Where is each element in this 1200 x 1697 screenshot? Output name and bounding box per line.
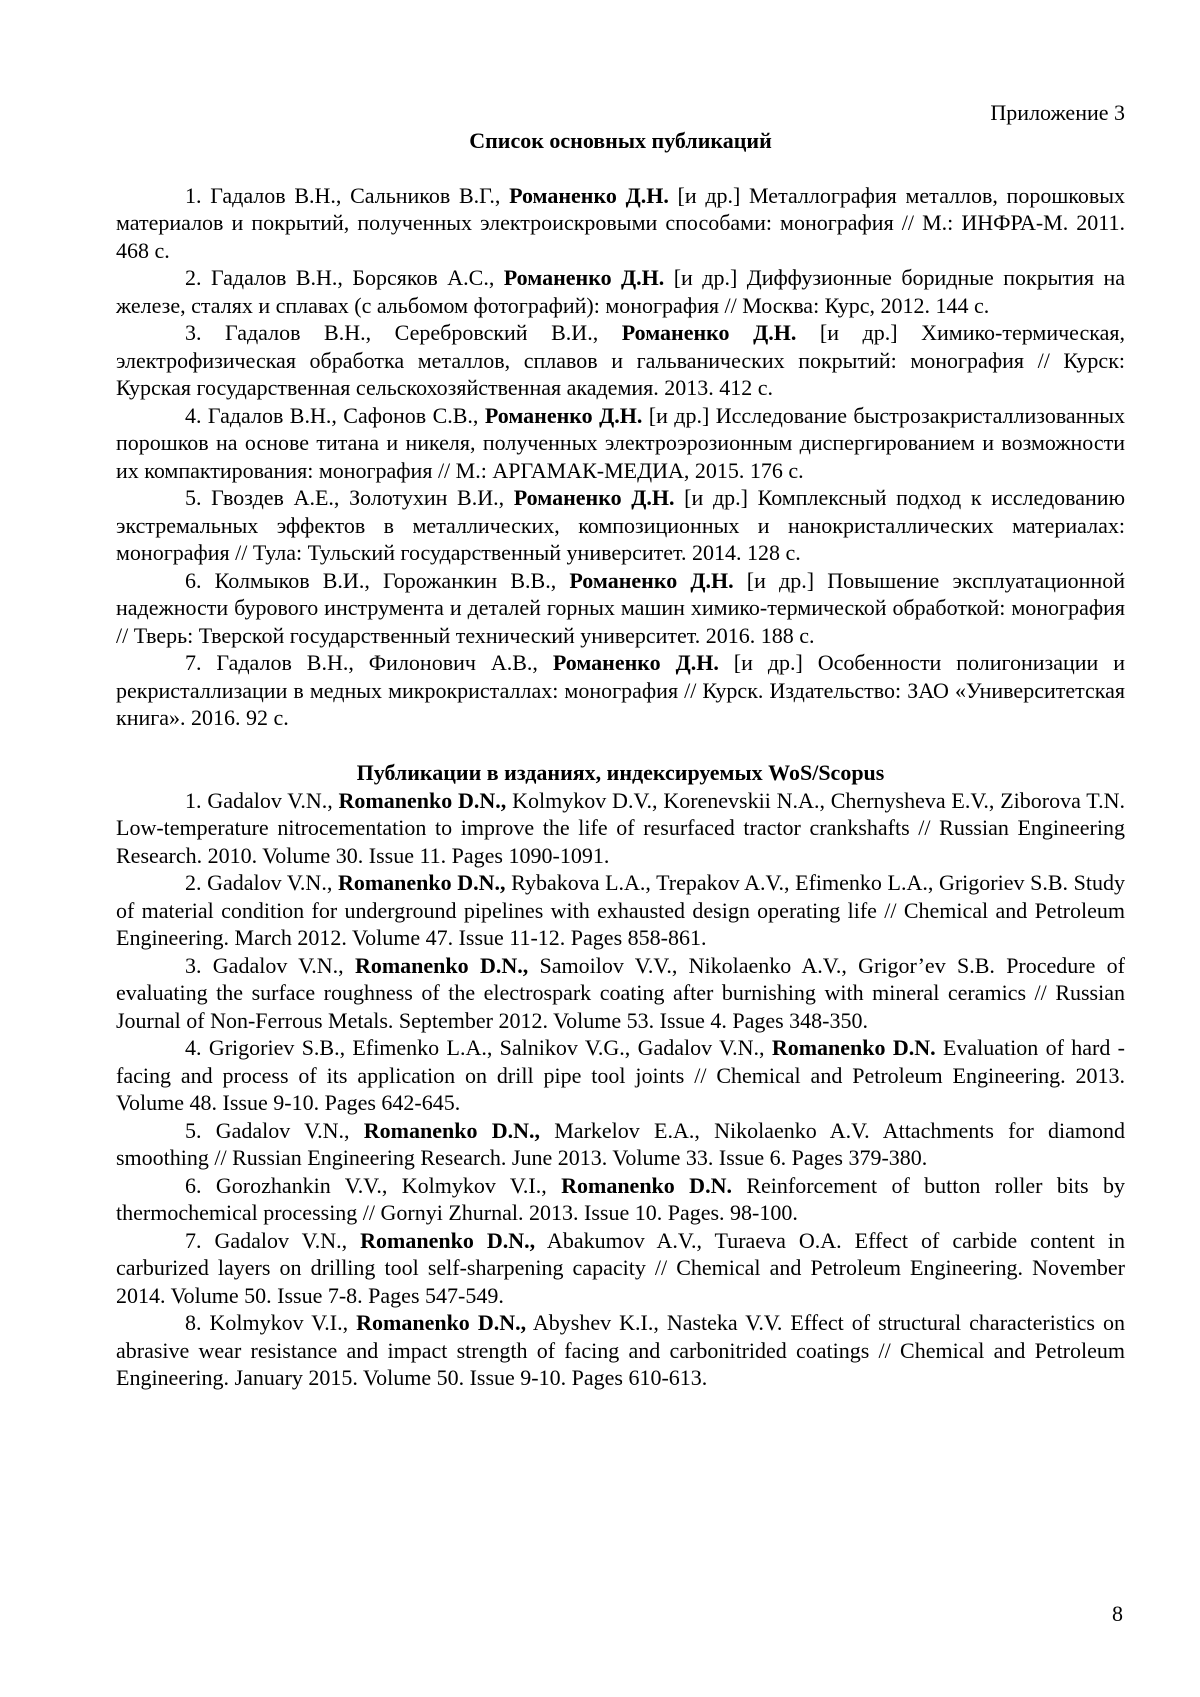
text-run: 7. Gadalov V.N., <box>185 1227 361 1253</box>
text-run: 6. Gorozhankin V.V., Kolmykov V.I., <box>185 1172 562 1198</box>
text-run: 4. Grigoriev S.B., Efimenko L.A., Salnikov V.G., Gadalov V.N., <box>185 1035 772 1060</box>
annex-label: Приложение 3 <box>990 100 1125 125</box>
text-run: [и др.] Диффузионные боридные покрытия на железе, сталях и сплавах (с альбомом фотографий): монография // Москва: Курс, 2012. 144 с. <box>116 265 1125 318</box>
publication-item <box>116 484 1125 567</box>
publication-item <box>116 787 1125 870</box>
publication-item <box>116 402 1125 485</box>
publication-item <box>116 649 1125 732</box>
text-run: 3. Gadalov V.N., <box>185 952 355 978</box>
publication-item <box>116 567 1125 650</box>
highlighted-author: Romanenko D.N., <box>356 1310 527 1335</box>
text-run: Reinforcement of button roller bits by thermochemical processing // Gornyi Zhurnal. 2013. Issue 10. Pages. 98-100. <box>116 1172 1126 1225</box>
text-run: [и др.] Исследование быстрозакристаллизованных порошков на основе титана и никеля, полученных электроэрозионным диспергированием и возможности их компактирования: монография // М.: АРГАМАК-МЕДИА, 2015. 176 с. <box>116 402 1126 483</box>
publication-item <box>116 1117 1125 1172</box>
text-run: Kolmykov D.V., Korenevskii N.A., Chernysheva E.V., Ziborova T.N. Low-temperature nitrocementation to improve the life of resurfaced tractor crankshafts // Russian Engineering Research. 2010. Volume 30. Issue 11. Pages 1090-1091. <box>116 787 1125 868</box>
highlighted-author: Romanenko D.N., <box>363 1117 540 1143</box>
text-run: 5. Гвоздев А.Е., Золотухин В.И., <box>185 485 514 510</box>
text-run: Abyshev K.I., Nasteka V.V. Effect of structural characteristics on abrasive wear resistance and impact strength of facing and carbonitrided coatings // Chemical and Petroleum Engineering. January 2015. Volume 50. Issue 9-10. Pages 610-613. <box>116 1310 1125 1390</box>
text-run: 1. Гадалов В.Н., Сальников В.Г., <box>185 182 510 208</box>
text-run: Evaluation of hard - facing and process of its application on drill pipe tool joints // Chemical and Petroleum Engineering. 2013. Volume 48. Issue 9-10. Pages 642-645. <box>116 1035 1125 1115</box>
publication-item <box>116 1172 1125 1227</box>
publication-item <box>116 182 1125 265</box>
text-run: [и др.] Комплексный подход к исследованию экстремальных эффектов в металлических, композиционных и нанокристаллических материалах: монография // Тула: Тульский государственный университет. 2014. 128 с. <box>116 485 1126 565</box>
wos-section-title: Публикации в изданиях, индексируемых WoS/Scopus <box>356 760 885 785</box>
text-run: 7. Гадалов В.Н., Филонович А.В., <box>185 650 553 675</box>
highlighted-author: Романенко Д.Н. <box>569 567 734 593</box>
publication-item <box>116 869 1125 952</box>
highlighted-author: Романенко Д.Н. <box>552 650 719 675</box>
publication-item <box>116 952 1125 1035</box>
text-run: [и др.] Особенности полигонизации и рекристаллизации в медных микрокристаллах: монография // Курск. Издательство: ЗАО «Университетская книга». 2016. 92 с. <box>116 650 1125 730</box>
text-run: 8. Kolmykov V.I., <box>185 1310 357 1335</box>
russian-publications-list <box>116 182 1125 732</box>
page-title: Список основных публикаций <box>469 127 772 153</box>
publication-item <box>116 1227 1125 1310</box>
text-run: 2. Гадалов В.Н., Борсяков А.С., <box>185 265 504 290</box>
highlighted-author: Romanenko D.N., <box>337 870 506 895</box>
text-run: Samoilov V.V., Nikolaenko A.V., Grigor’ev S.B. Procedure of evaluating the surface roughness of the electrospark coating after burnishing with mineral ceramics // Russian Journal of Non-Ferrous Metals. September 2012. Volume 53. Issue 4. Pages 348-350. <box>116 952 1125 1033</box>
text-run: 1. Gadalov V.N., <box>185 787 339 813</box>
wos-publications-list <box>116 787 1125 1392</box>
highlighted-author: Romanenko D.N., <box>338 787 507 813</box>
highlighted-author: Романенко Д.Н. <box>513 485 675 510</box>
text-run: 2. Gadalov V.N., <box>185 870 338 895</box>
text-run: [и др.] Химико-термическая, электрофизическая обработка металлов, сплавов и гальванических покрытий: монография // Курск: Курская государственная сельскохозяйственная академия. 2013. 412 с. <box>116 320 1126 400</box>
page-number: 8 <box>1112 1600 1123 1626</box>
publication-item <box>116 319 1125 402</box>
highlighted-author: Романенко Д.Н. <box>509 182 669 208</box>
text-run: 5. Gadalov V.N., <box>185 1117 364 1143</box>
highlighted-author: Романенко Д.Н. <box>484 402 643 428</box>
text-run: 4. Гадалов В.Н., Сафонов С.В., <box>185 402 485 428</box>
text-run: Markelov E.A., Nikolaenko A.V. Attachments for diamond smoothing // Russian Engineering Research. June 2013. Volume 33. Issue 6. Pages 379-380. <box>116 1117 1126 1170</box>
publication-item <box>116 1309 1125 1392</box>
text-run: Rybakova L.A., Trepakov A.V., Efimenko L.A., Grigoriev S.B. Study of material condition for underground pipelines with exhausted design operating life // Chemical and Petroleum Engineering. March 2012. Volume 47. Issue 11-12. Pages 858-861. <box>116 870 1125 950</box>
text-run: [и др.] Повышение эксплуатационной надежности бурового инструмента и деталей горных машин химико-термической обработкой: монография // Тверь: Тверской государственный технический университет. 2016. 188 с. <box>116 567 1125 648</box>
publication-item <box>116 264 1125 319</box>
highlighted-author: Romanenko D.N., <box>360 1227 536 1253</box>
highlighted-author: Романенко Д.Н. <box>621 320 797 345</box>
highlighted-author: Романенко Д.Н. <box>503 265 665 290</box>
text-run: 3. Гадалов В.Н., Серебровский В.И., <box>185 320 622 345</box>
highlighted-author: Romanenko D.N. <box>561 1172 732 1198</box>
publication-item <box>116 1034 1125 1117</box>
text-run: Abakumov A.V., Turaeva O.A. Effect of carbide content in carburized layers on drilling tool self-sharpening capacity // Chemical and Petroleum Engineering. November 2014. Volume 50. Issue 7-8. Pages 547-549. <box>116 1227 1125 1308</box>
highlighted-author: Romanenko D.N., <box>354 952 529 978</box>
text-run: [и др.] Металлография металлов, порошковых материалов и покрытий, полученных электроискровыми способами: монография // М.: ИНФРА-М. 2011. 468 с. <box>116 182 1126 263</box>
highlighted-author: Romanenko D.N. <box>771 1035 936 1060</box>
text-run: 6. Колмыков В.И., Горожанкин В.В., <box>185 567 570 593</box>
